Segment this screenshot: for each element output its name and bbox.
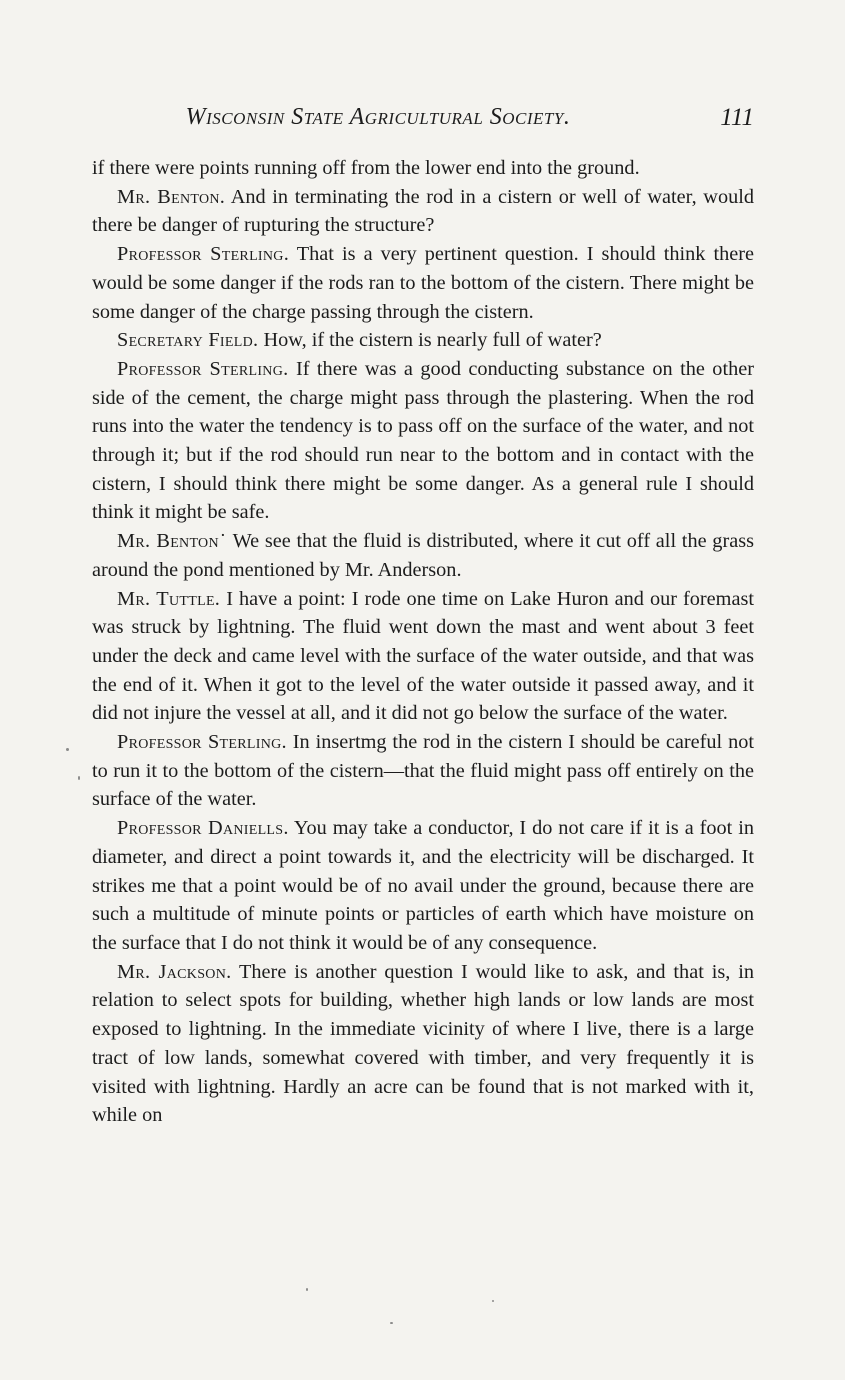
speaker-name: Professor Sterling. bbox=[117, 731, 287, 754]
paragraph-text: And in terminating the rod in a cistern or well of water, would there be danger of rupturing the structure? bbox=[92, 185, 754, 237]
print-speck bbox=[306, 1288, 308, 1291]
paragraph-text: How, if the cistern is nearly full of water? bbox=[263, 329, 602, 352]
running-header bbox=[92, 104, 754, 138]
paragraph bbox=[92, 326, 754, 355]
paragraph-text: We see that the fluid is distributed, where it cut off all the grass around the pond mentioned by Mr. Anderson. bbox=[92, 530, 754, 581]
page-number: 111 bbox=[720, 104, 754, 131]
speaker-name: Mr. Benton. bbox=[117, 185, 226, 208]
paragraph-text: if there were points running off from the lower end into the ground. bbox=[92, 157, 640, 179]
print-speck bbox=[66, 748, 69, 751]
running-title: Wisconsin State Agricultural Society. bbox=[185, 104, 571, 130]
speaker-name: Mr. Benton˙ bbox=[117, 530, 228, 553]
speaker-name: Mr. Jackson. bbox=[117, 960, 232, 983]
speaker-name: Secretary Field. bbox=[117, 329, 259, 352]
paragraph-text: In insertmg the rod in the cistern I should be careful not to run it to the bottom of the cistern—that the fluid might pass off entirely on the surface of the water. bbox=[92, 731, 754, 811]
paragraph bbox=[92, 958, 754, 1130]
body-text bbox=[92, 154, 754, 1130]
paragraph bbox=[92, 527, 754, 584]
speaker-name: Professor Daniells. bbox=[117, 817, 289, 840]
paragraph bbox=[92, 154, 754, 183]
speaker-name: Mr. Tuttle. bbox=[117, 587, 221, 610]
paragraph bbox=[92, 183, 754, 240]
paragraph bbox=[92, 355, 754, 527]
paragraph-text: You may take a conductor, I do not care if it is a foot in diameter, and direct a point towards it, and the electricity will be discharged. It strikes me that a point would be of no avail under the ground, because there are such a multitude of minute points or particles of earth which have moisture on the surface that I do not think it would be of any consequence. bbox=[92, 817, 754, 954]
print-speck bbox=[78, 776, 80, 780]
paragraph bbox=[92, 585, 754, 729]
paragraph bbox=[92, 240, 754, 326]
speaker-name: Professor Sterling. bbox=[117, 357, 289, 380]
paragraph-text: I have a point: I rode one time on Lake Huron and our foremast was struck by lightning. The fluid went down the mast and went about 3 feet under the deck and came level with the surface of the water outside, and that was the end of it. When it got to the level of the water outside it passed away, and it did not injure the vessel at all, and it did not go below the surface of the water. bbox=[92, 587, 754, 725]
paragraph-text: If there was a good conducting substance on the other side of the cement, the charge might pass through the plastering. When the rod runs into the water the tendency is to pass off on the surface of the water, and not through it; but if the rod should run near to the bottom and in contact with the cistern, I should think there might be some danger. As a general rule I should think it might be safe. bbox=[92, 357, 754, 524]
print-speck bbox=[492, 1300, 494, 1302]
print-speck bbox=[390, 1322, 393, 1324]
paragraph-text: There is another question I would like to ask, and that is, in relation to select spots for building, whether high lands or low lands are most exposed to lightning. In the immediate vicinity of where I live, there is a large tract of low lands, somewhat covered with timber, and very frequently it is visited with lightning. Hardly an acre can be found that is not marked with it, while on bbox=[92, 960, 754, 1127]
paragraph-text: That is a very pertinent question. I should think there would be some danger if the rods ran to the bottom of the cistern. There might be some danger of the charge passing through the cistern. bbox=[92, 243, 754, 323]
paragraph bbox=[92, 814, 754, 958]
paragraph bbox=[92, 728, 754, 814]
speaker-name: Professor Sterling. bbox=[117, 243, 290, 266]
